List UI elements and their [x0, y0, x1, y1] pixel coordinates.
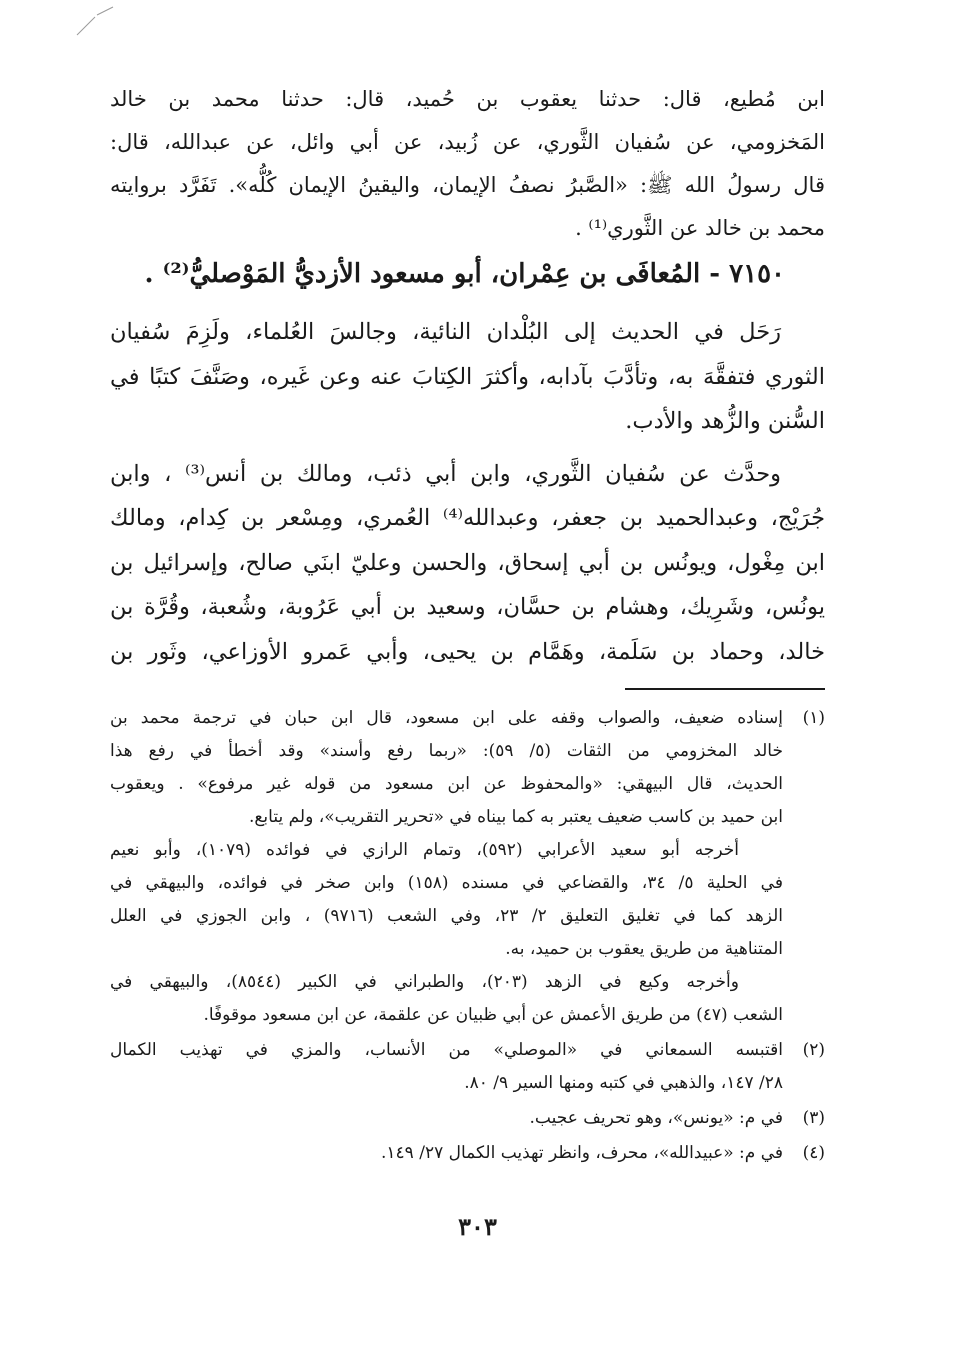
text-line: محمد بن خالد عن الثَّوري⁽¹⁾ . [575, 216, 825, 240]
footnote-line: اقتبسه السمعاني في «الموصلي» من الأنساب، والمزي في تهذيب الكمال [110, 1040, 783, 1060]
footnote [110, 1137, 825, 1170]
text-line: خالد، وحماد بن سَلَمة، وهَمَّام بن يحيى، وأبي عَمرو الأوزاعي، وثَور بن [110, 638, 825, 665]
text-line: يونُس، وشَرِيك، وهشام بن حسَّان، وسعيد بن أبي عَرُوبة، وشُعبة، وقُرَّة بن [110, 594, 825, 620]
text-line: قال رسولُ الله ﷺ: «الصَّبرُ نصفُ الإيمان، واليقينُ الإيمان كُلُّه». تَفَرَّد بروايته [110, 173, 825, 197]
footnote-line: ٢٨/ ١٤٧، والذهبي في كتبه ومنها السير ٩/ ٨٠. [464, 1073, 783, 1093]
footnote [110, 702, 825, 1032]
scan-artifact-mark [75, 5, 115, 37]
footnote-number: (١) [802, 708, 825, 728]
footnote-number: (٤) [802, 1143, 825, 1163]
entry-title: ٧١٥٠ - المُعافَى بن عِمْران، أبو مسعود الأزديُّ المَوْصليُّ⁽²⁾ . [144, 259, 785, 289]
footnote-line: في م: «يونس»، وهو تحريف عجيب. [529, 1108, 783, 1128]
page-number: ٣٠٣ [458, 1212, 497, 1241]
text-line: ابن مِغْول، ويونُس بن أبي إسحاق، والحسن وعليّ ابنَي صالح، وإسرائيل بن [110, 549, 825, 576]
text-line: جُرَيْج، وعبدالحميد بن جعفر، وعبدالله⁽⁴⁾ العُمري، ومِسْعر بن كِدام، ومالك [110, 505, 825, 531]
footnote [110, 1034, 825, 1100]
footnote [110, 1102, 825, 1135]
book-page [110, 78, 825, 1170]
footnote-line: الزهد كما في تغليق التعليق ٢/ ٢٣، وفي الشعب (٩٧١٦) ، وابن الجوزي في العلل [110, 906, 783, 926]
text-line: وحدَّث عن سُفيان الثَّوري، وابن أبي ذئب، ومالك بن أنس⁽³⁾ ، وابن [110, 460, 781, 487]
text-line: السُّنن والزُّهد والأدب. [625, 408, 825, 434]
footnote-number: (٣) [802, 1108, 825, 1128]
footnote-line: وأخرجه وكيع في الزهد (٢٠٣)، والطبراني في الكبير (٨٥٤٤)، والبيهقي في [110, 972, 739, 992]
text-line: المَخزومي، عن سُفيان الثَّوري، عن زُبيد، عن أبي وائل، عن عبدالله، قال: [110, 130, 825, 154]
text-line: الثوري فتفقَّهَ به، وتأدَّبَ بآدابه، وأكثرَ الكِتابَ عنه وعن غَيره، وصَنَّفَ كتبًا في [110, 363, 825, 390]
footnote-line: أخرجه أبو سعيد الأعرابي (٥٩٢)، وتمام الرازي في فوائده (١٠٧٩)، وأبو نعيم [110, 840, 739, 860]
footnote-number: (٢) [802, 1040, 825, 1060]
text-line: رَحَل في الحديث إلى البُلْدان النائية، وجالسَ العُلماء، ولَزِمَ سُفيان [110, 319, 781, 345]
footnote-line: في الحلية ٥/ ٣٤، والقضاعي في مسنده (١٥٨) وابن صخر في فوائده، والبيهقي في [110, 873, 783, 893]
footnote-line: إسناده ضعيف، والصواب وقفه على ابن مسعود، قال ابن حبان في ترجمة محمد بن [110, 708, 783, 728]
hadith-text [110, 78, 825, 250]
text-line: ابن مُطيع، قال: حدثنا يعقوب بن حُميد، قال: حدثنا محمد بن خالد [110, 87, 825, 111]
narrators-paragraph [110, 452, 825, 675]
footnote-line: خالد المخزومي من الثقات (٥/ ٥٩): «ربما رفع وأسند» وقد أخطأ في رفع هذا [110, 741, 783, 761]
footnote-line: ابن حميد بن كاسب ضعيف يعتبر به كما بيناه في «تحرير التقريب»، ولم يتابع. [248, 807, 783, 827]
footnote-separator [625, 688, 825, 690]
biography-paragraph [110, 310, 825, 444]
footnote-line: المتناهية من طريق يعقوب بن حميد، به. [505, 939, 783, 959]
footnote-line: الحديث، قال البيهقي: «والمحفوظ عن ابن مسعود من قوله غير مرفوع» . ويعقوب [110, 774, 783, 794]
footnote-line: في م: «عبيدالله»، محرف، وانظر تهذيب الكمال ٢٧/ ١٤٩. [381, 1143, 783, 1163]
footnote-line: الشعب (٤٧) من طريق الأعمش عن أبي ظبيان عن علقمة، عن ابن مسعود موقوفًا. [203, 1005, 783, 1025]
